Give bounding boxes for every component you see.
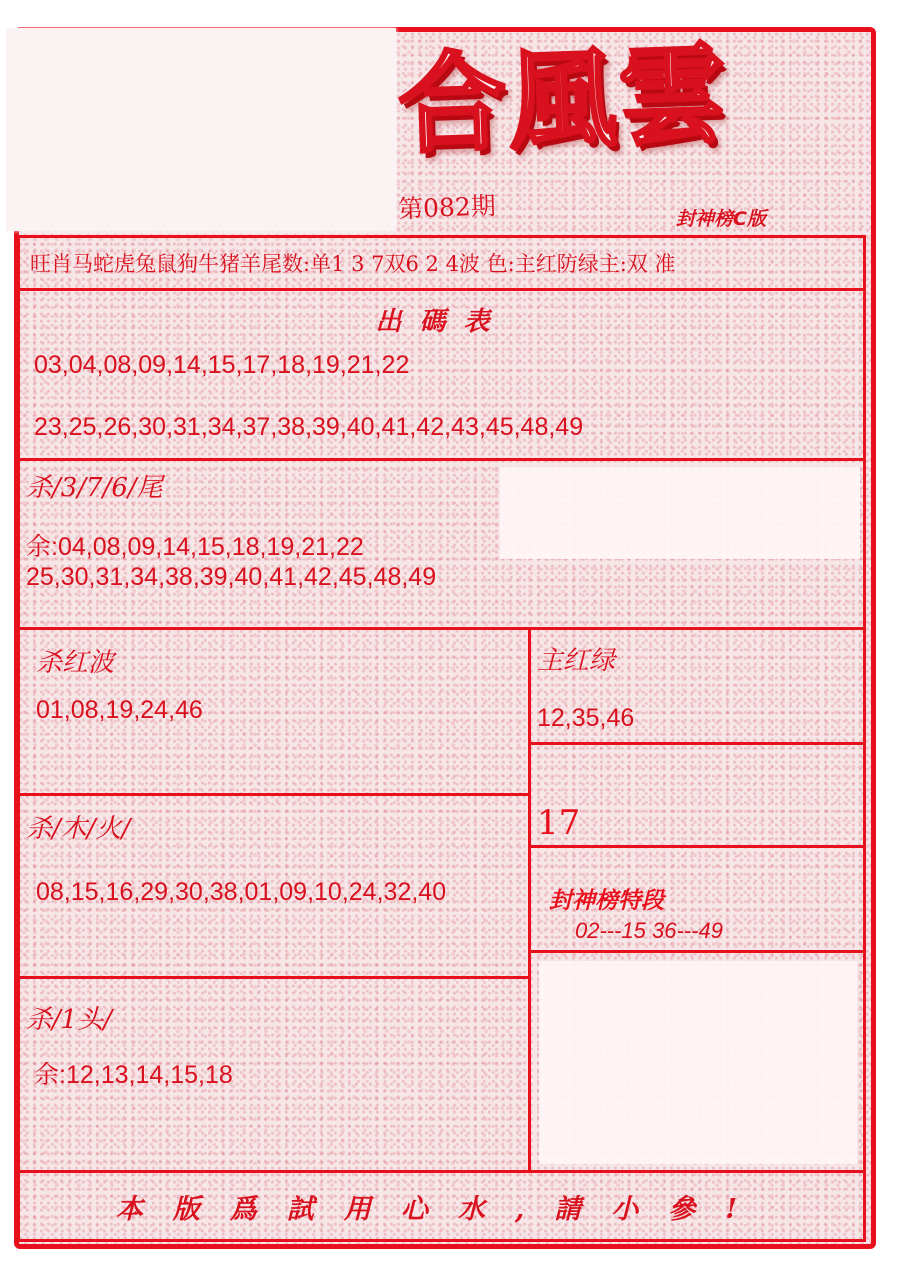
numbers-table-box [17, 288, 866, 461]
kill-element-box [17, 793, 531, 979]
footer-text: 本版爲試用心水,請小參! [115, 1194, 768, 1225]
summary-text: 旺肖马蛇虎兔鼠狗牛猪羊尾数:单1 3 7双6 2 4波 色:主红防绿主:双 准 [30, 252, 676, 276]
kill-tail-box [17, 458, 866, 630]
summary-box [17, 235, 866, 291]
kill-tail-row-1: 04,08,09,14,15,18,19,21,22 [57, 533, 364, 561]
remain-prefix: 余: [34, 1061, 66, 1089]
kill-tail-row-2: 25,30,31,34,38,39,40,41,42,45,48,49 [26, 563, 437, 591]
remain-prefix: 余: [26, 533, 58, 561]
kill-element-values: 08,15,16,29,30,38,01,09,10,24,32,40 [36, 878, 447, 906]
empty-right-box [528, 950, 866, 1173]
special-segment-label: 封神榜特段 [549, 887, 664, 914]
main-red-green-values: 12,35,46 [537, 704, 635, 732]
special-segment-values: 02---15 36---49 [575, 918, 723, 943]
numbers-row-1: 03,04,08,09,14,15,17,18,19,21,22 [34, 351, 410, 379]
kill-head-values: 12,13,14,15,18 [65, 1061, 233, 1089]
kill-red-label: 杀红波 [36, 648, 115, 678]
edition-label: 封神榜C版 [676, 208, 766, 230]
kill-tail-label: 杀/3/7/6/尾 [26, 473, 163, 503]
kill-head-box [17, 976, 531, 1173]
header-title: 合風雲 [396, 31, 731, 169]
blank-patch [539, 961, 857, 1164]
main-red-green-label: 主红绿 [537, 646, 616, 676]
header-blank-cover [6, 28, 396, 231]
numbers-row-2: 23,25,26,30,31,34,37,38,39,40,41,42,43,45,48,49 [34, 413, 584, 441]
kill-head-label: 杀/1头/ [26, 1005, 113, 1035]
numbers-table-title: 出碼表 [375, 307, 508, 337]
kill-head-remain [34, 1055, 233, 1091]
kill-tail-remain [26, 527, 364, 563]
single-number: 17 [537, 803, 581, 843]
kill-red-box [17, 627, 531, 796]
footer-box [17, 1170, 866, 1242]
single-number-box [528, 742, 866, 848]
special-segment-box [528, 845, 866, 953]
blank-patch [500, 467, 860, 559]
kill-element-label: 杀/木/火/ [26, 814, 131, 844]
issue-number: 第082期 [397, 191, 497, 224]
kill-red-values: 01,08,19,24,46 [36, 696, 203, 724]
main-red-green-box [528, 627, 866, 745]
